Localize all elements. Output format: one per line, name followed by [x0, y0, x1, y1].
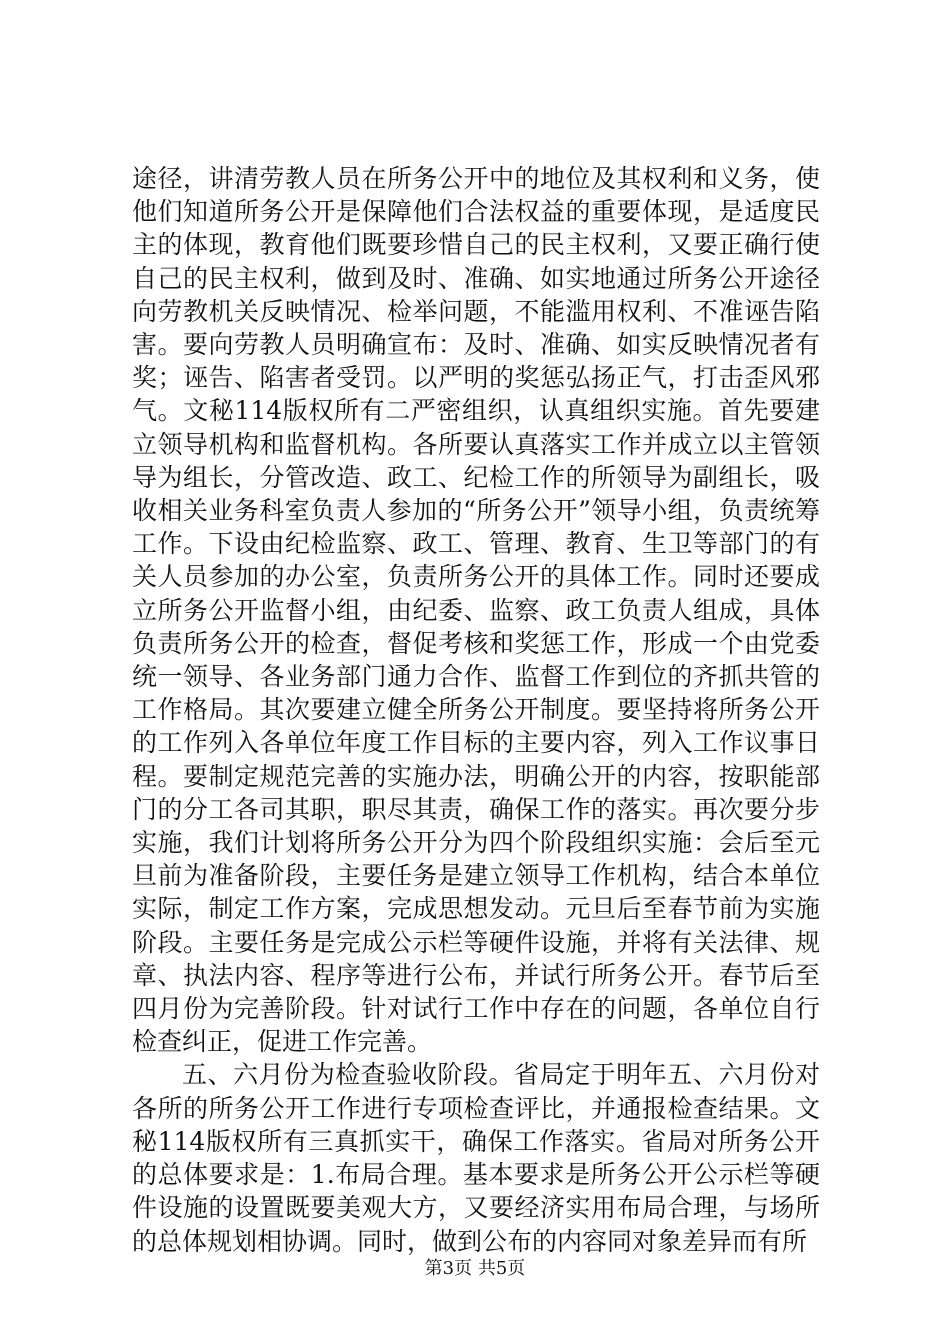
document-body — [132, 162, 820, 1258]
page-footer: 第3页 共5页 — [424, 1258, 526, 1279]
paragraph-2: 五、六月份为检查验收阶段。省局定于明年五、六月份对各所的所务公开工作进行专项检查评比，并通报检查结果。文秘114版权所有三真抓实干，确保工作落实。省局对所务公开的总体要求是：1.布局合理。基本要求是所务公开公示栏等硬件设施的设置既要美观大方，又要经济实用布局合理，与场所的总体规划相协调。同时，做到公布的内容同对象差异而有所 — [132, 1060, 820, 1256]
paragraph-1: 途径，讲清劳教人员在所务公开中的地位及其权利和义务，使他们知道所务公开是保障他们合法权益的重要体现，是适度民主的体现，教育他们既要珍惜自己的民主权利，又要正确行使自己的民主权利，做到及时、准确、如实地通过所务公开途径向劳教机关反映情况、检举问题，不能滥用权利、不准诬告陷害。要向劳教人员明确宣布：及时、准确、如实反映情况者有奖；诬告、陷害者受罚。以严明的奖惩弘扬正气，打击歪风邪气。文秘114版权所有二严密组织，认真组织实施。首先要建立领导机构和监督机构。各所要认真落实工作并成立以主管领导为组长，分管改造、政工、纪检工作的所领导为副组长，吸收相关业务科室负责人参加的“所务公开”领导小组，负责统筹工作。下设由纪检监察、政工、管理、教育、生卫等部门的有关人员参加的办公室，负责所务公开的具体工作。同时还要成立所务公开监督小组，由纪委、监察、政工负责人组成，具体负责所务公开的检查，督促考核和奖惩工作，形成一个由党委统一领导、各业务部门通力合作、监督工作到位的齐抓共管的工作格局。其次要建立健全所务公开制度。要坚持将所务公开的工作列入各单位年度工作目标的主要内容，列入工作议事日程。要制定规范完善的实施办法，明确公开的内容，按职能部门的分工各司其职，职尽其责，确保工作的落实。再次要分步实施，我们计划将所务公开分为四个阶段组织实施：会后至元旦前为准备阶段，主要任务是建立领导工作机构，结合本单位实际，制定工作方案，完成思想发动。元旦后至春节前为实施阶段。主要任务是完成公示栏等硬件设施，并将有关法律、规章、执法内容、程序等进行公布，并试行所务公开。春节后至四月份为完善阶段。针对试行工作中存在的问题，各单位自行检查纠正，促进工作完善。 — [132, 164, 820, 1057]
